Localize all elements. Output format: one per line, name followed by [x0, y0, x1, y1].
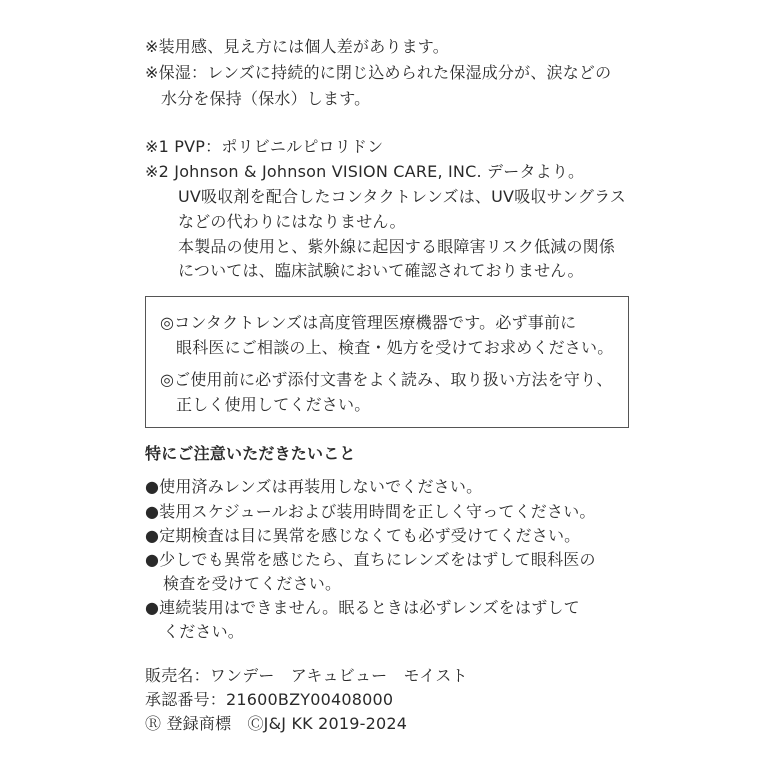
footnote-2-line2: UV吸収剤を配合したコンタクトレンズは、UV吸収サングラス: [178, 187, 626, 206]
caution-item-abnormal: ●少しでも異常を感じたら、直ちにレンズをはずして眼科医の: [145, 550, 596, 569]
note-moisture-cont: 水分を保持（保水）します。: [161, 89, 371, 108]
note-fit: ※装用感、見え方には個人差があります。: [145, 37, 449, 56]
footnote-2-line4: 本製品の使用と、紫外線に起因する眼障害リスク低減の関係: [178, 237, 616, 256]
caution-item-schedule: ●装用スケジュールおよび装用時間を正しく守ってください。: [145, 502, 596, 521]
caution-heading: 特にご注意いただきたいこと: [145, 444, 356, 463]
box-notice-2: ◎ご使用前に必ず添付文書をよく読み、取り扱い方法を守り、: [160, 370, 613, 389]
caution-item-abnormal-cont: 検査を受けてください。: [163, 574, 342, 593]
footnote-2-line3: などの代わりにはなりません。: [178, 212, 406, 231]
box-notice-1-cont: 眼科医にご相談の上、検査・処方を受けてお求めください。: [176, 338, 614, 357]
footnote-2-line5: については、臨床試験において確認されておりません。: [178, 261, 584, 280]
caution-item-continuous: ●連続装用はできません。眠るときは必ずレンズをはずして: [145, 598, 580, 617]
trademark-copyright: Ⓡ 登録商標 ⒸJ&J KK 2019-2024: [145, 714, 408, 733]
caution-item-checkup: ●定期検査は目に異常を感じなくても必ず受けてください。: [145, 526, 581, 545]
caution-item-continuous-cont: ください。: [163, 622, 245, 641]
box-notice-2-cont: 正しく使用してください。: [176, 395, 371, 414]
footnote-2: ※2 Johnson & Johnson VISION CARE, INC. データより。: [145, 162, 585, 181]
footnote-1: ※1 PVP：ポリビニルピロリドン: [145, 137, 384, 156]
note-moisture: ※保湿：レンズに持続的に閉じ込められた保湿成分が、涙などの: [145, 63, 612, 82]
product-name: 販売名：ワンデー アキュビュー モイスト: [145, 666, 468, 685]
caution-item-reuse: ●使用済みレンズは再装用しないでください。: [145, 477, 483, 496]
box-notice-1: ◎コンタクトレンズは高度管理医療機器です。必ず事前に: [160, 313, 577, 332]
approval-number: 承認番号：21600BZY00408000: [145, 690, 394, 709]
